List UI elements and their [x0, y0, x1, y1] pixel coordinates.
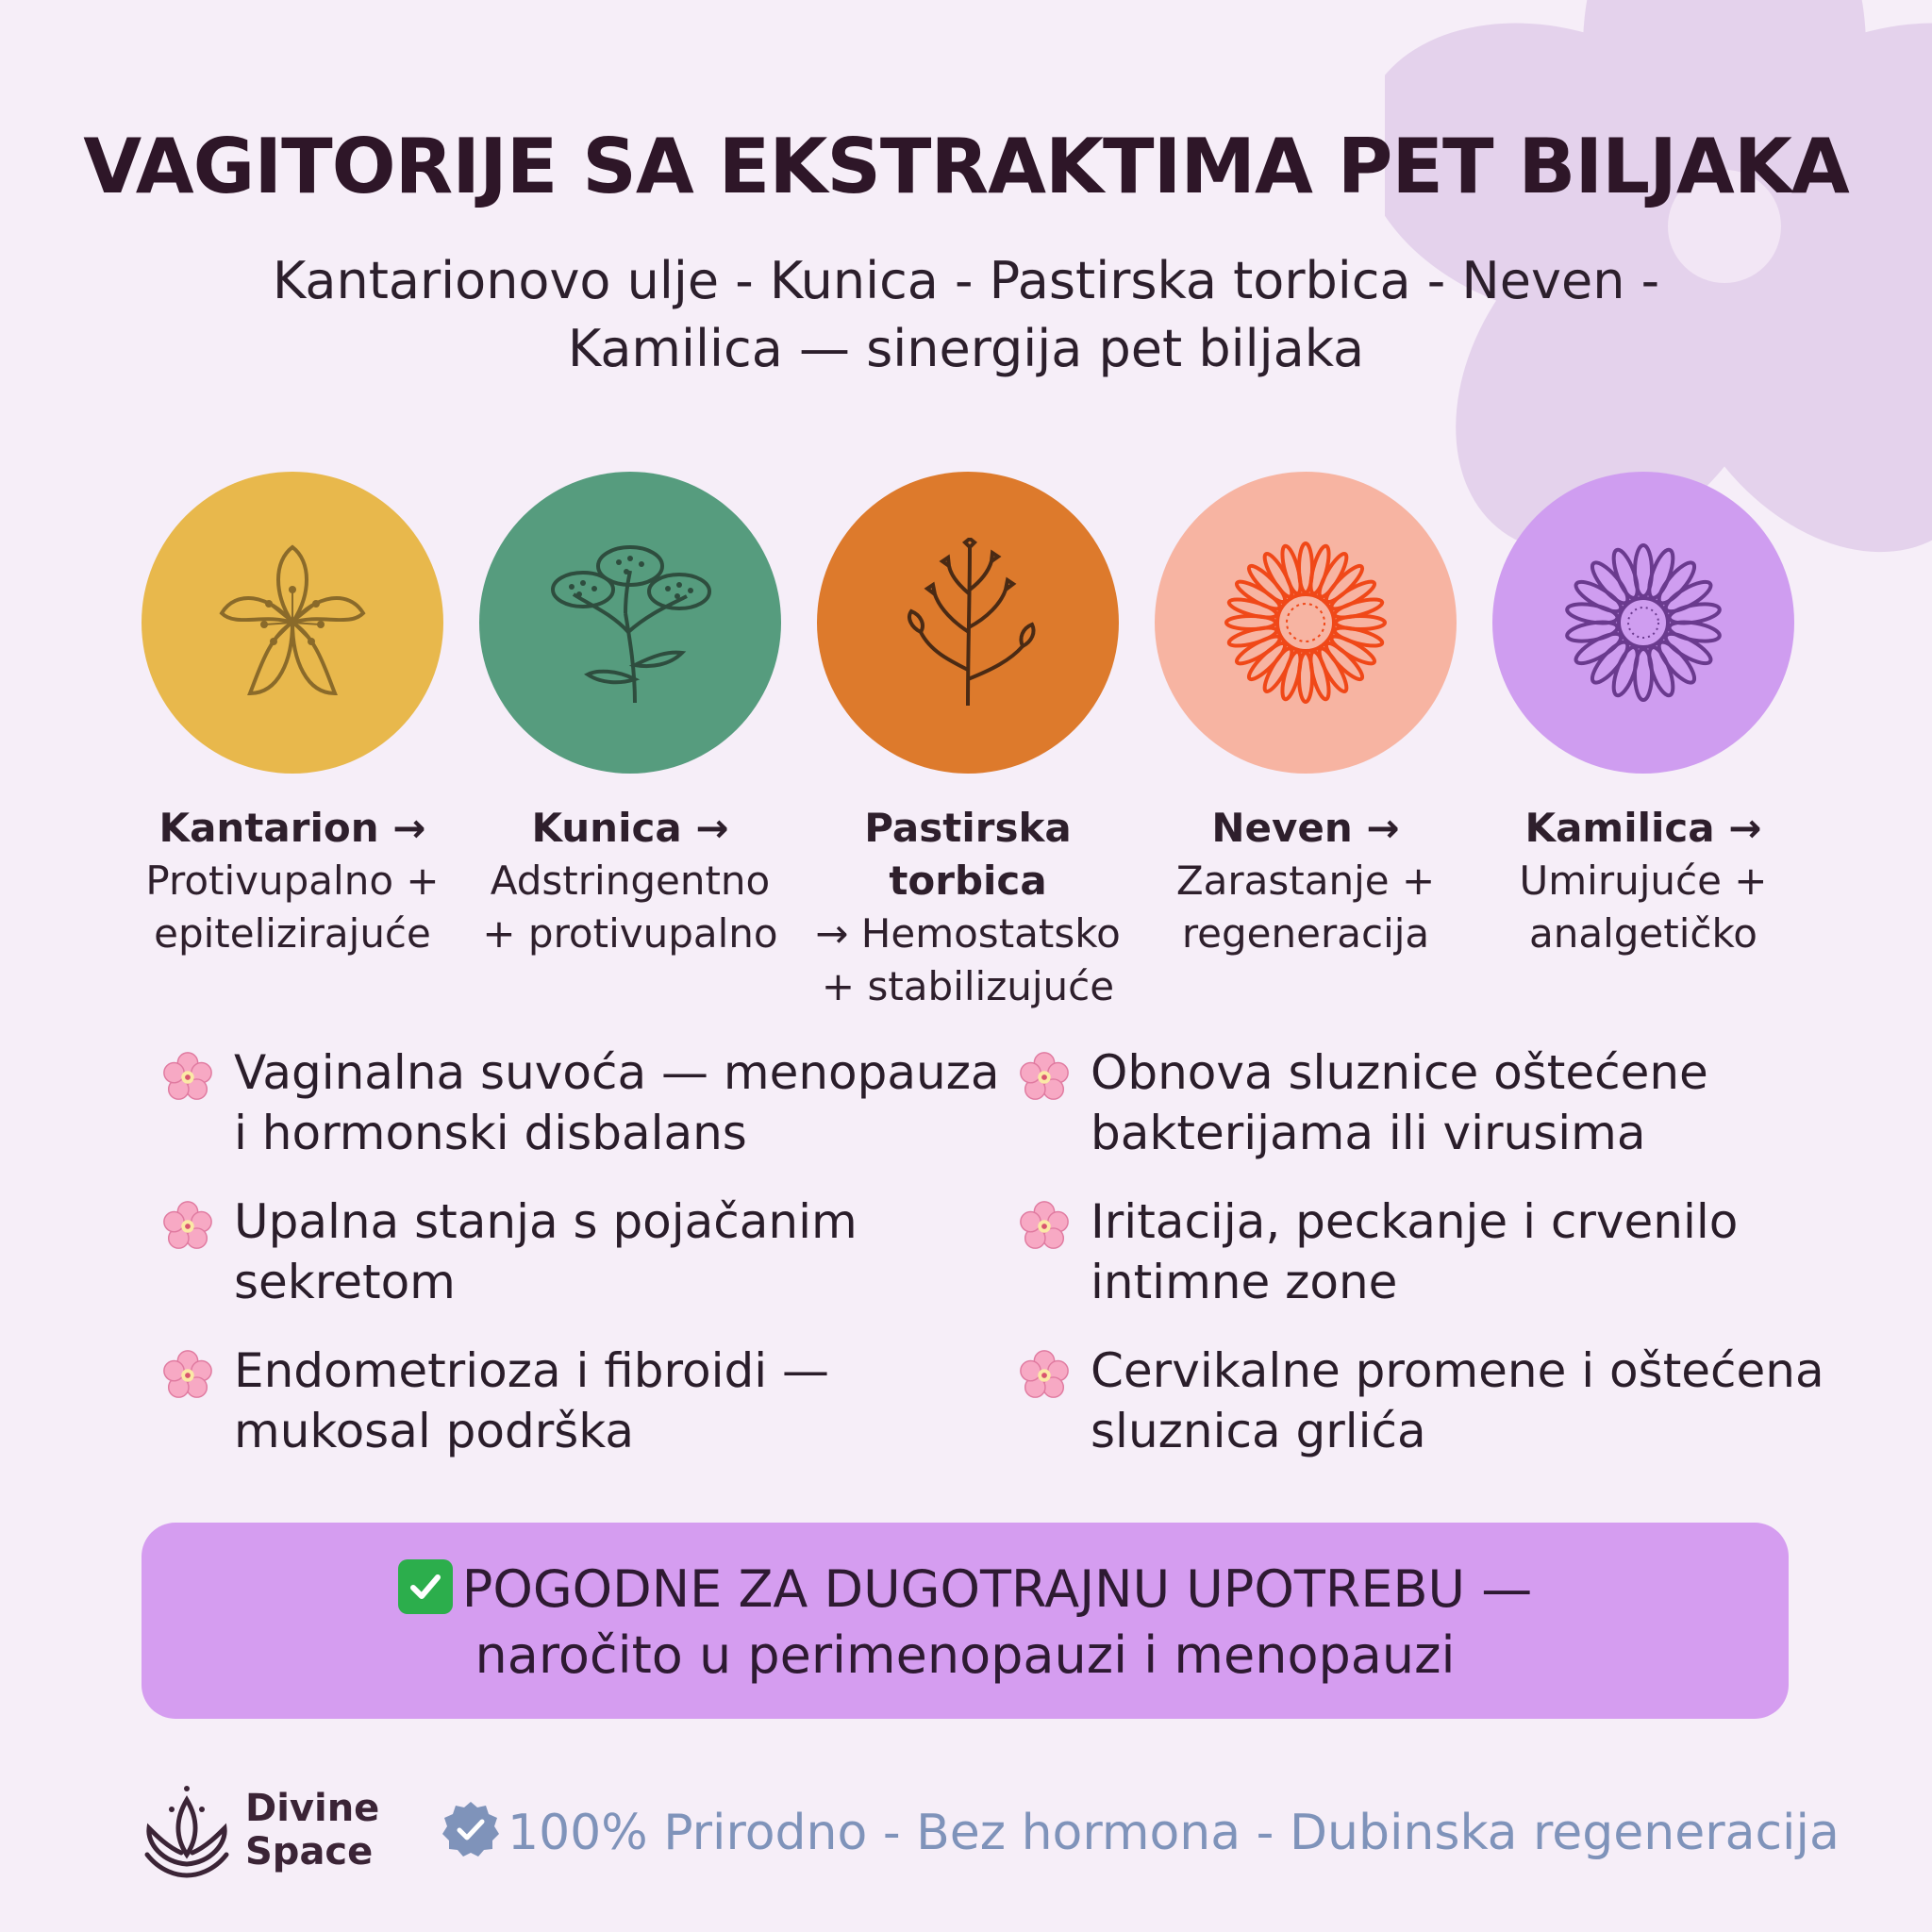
benefit-line: Endometrioza i fibroidi — [234, 1343, 829, 1398]
cherry-blossom-icon [1017, 1199, 1072, 1254]
plant-circle [142, 472, 443, 774]
plant-item-kantarion [132, 472, 453, 960]
plant-description: Umirujuće + analgetičko [1519, 858, 1768, 957]
plant-name: Pastirska torbica [864, 805, 1072, 904]
cherry-blossom-icon [160, 1348, 215, 1403]
highlight-banner [142, 1523, 1789, 1719]
plant-description: Adstringentno + protivupalno [482, 858, 778, 957]
benefit-line: Vaginalna suvoća — menopauza [234, 1045, 1000, 1100]
benefit-item [1017, 1191, 1864, 1312]
petal [1587, 638, 1632, 688]
benefit-line: Upalna stanja s pojačanim [234, 1194, 858, 1249]
banner-headline: POGODNE ZA DUGOTRAJNU UPOTREBU — [461, 1559, 1533, 1619]
plant-description: Protivupalno + epitelizirajuće [145, 858, 440, 957]
brand-name [245, 1787, 379, 1874]
plant-circle [1155, 472, 1457, 774]
benefit-line: Obnova sluznice oštećene [1091, 1045, 1708, 1100]
subtitle [264, 247, 1668, 383]
plant-description: → Hemostatsko + stabilizujuće [815, 910, 1121, 1009]
verified-badge-icon [440, 1798, 502, 1860]
benefit-item [160, 1191, 1008, 1312]
benefit-line: mukosal podrška [234, 1404, 635, 1458]
footer-tagline [440, 1798, 1840, 1861]
petal [1654, 638, 1699, 688]
benefit-line: i hormonski disbalans [234, 1106, 747, 1160]
st-johns-wort-icon [208, 538, 377, 708]
plant-name: Kamilica → [1524, 805, 1762, 851]
subtitle-line-2: Kamilica — sinergija pet biljaka [567, 319, 1365, 378]
brand-logo [140, 1781, 385, 1894]
checkmark-icon [398, 1559, 453, 1614]
benefits-right-column [1017, 1042, 1864, 1490]
plant-name: Kunica → [531, 805, 729, 851]
cherry-blossom-icon [160, 1199, 215, 1254]
brand-name-line-1: Divine [245, 1787, 380, 1830]
plant-item-pastirska-torbica [808, 472, 1128, 1013]
plant-name: Kantarion → [158, 805, 426, 851]
benefit-line: Iritacija, peckanje i crvenilo [1091, 1194, 1739, 1249]
benefit-line: intimne zone [1091, 1255, 1398, 1309]
calendula-icon [1221, 538, 1391, 708]
benefits-left-column [160, 1042, 1008, 1490]
plant-list [0, 472, 1932, 1009]
plant-item-kamilica [1483, 472, 1804, 960]
benefit-item [1017, 1341, 1864, 1461]
yarrow-icon [545, 538, 715, 708]
chamomile-icon [1558, 538, 1728, 708]
plant-description: Zarastanje + regeneracija [1175, 858, 1436, 957]
plant-circle [479, 472, 781, 774]
banner-line-1 [142, 1557, 1789, 1623]
benefit-item [1017, 1042, 1864, 1163]
brand-name-line-2: Space [245, 1830, 374, 1874]
benefit-line: bakterijama ili virusima [1091, 1106, 1646, 1160]
lotus-icon [140, 1781, 234, 1885]
benefit-line: sekretom [234, 1255, 456, 1309]
cherry-blossom-icon [1017, 1348, 1072, 1403]
benefit-line: sluznica grlića [1091, 1404, 1426, 1458]
shepherds-purse-icon [883, 538, 1053, 708]
plant-item-neven [1145, 472, 1466, 960]
petal [1654, 558, 1699, 608]
cherry-blossom-icon [160, 1050, 215, 1105]
petal [1587, 558, 1632, 608]
banner-line-2: naročito u perimenopauzi i menopauzi [475, 1625, 1456, 1685]
plant-circle [817, 472, 1119, 774]
page-title: VAGITORIJE SA EKSTRAKTIMA PET BILJAKA [83, 123, 1849, 210]
benefit-item [160, 1341, 1008, 1461]
benefit-item [160, 1042, 1008, 1163]
benefit-line: Cervikalne promene i oštećena [1091, 1343, 1824, 1398]
footer-text: 100% Prirodno - Bez hormona - Dubinska regeneracija [508, 1805, 1840, 1861]
subtitle-line-1: Kantarionovo ulje - Kunica - Pastirska torbica - Neven - [272, 251, 1660, 310]
cherry-blossom-icon [1017, 1050, 1072, 1105]
plant-name: Neven → [1211, 805, 1400, 851]
plant-circle [1492, 472, 1794, 774]
plant-item-kunica [470, 472, 791, 960]
